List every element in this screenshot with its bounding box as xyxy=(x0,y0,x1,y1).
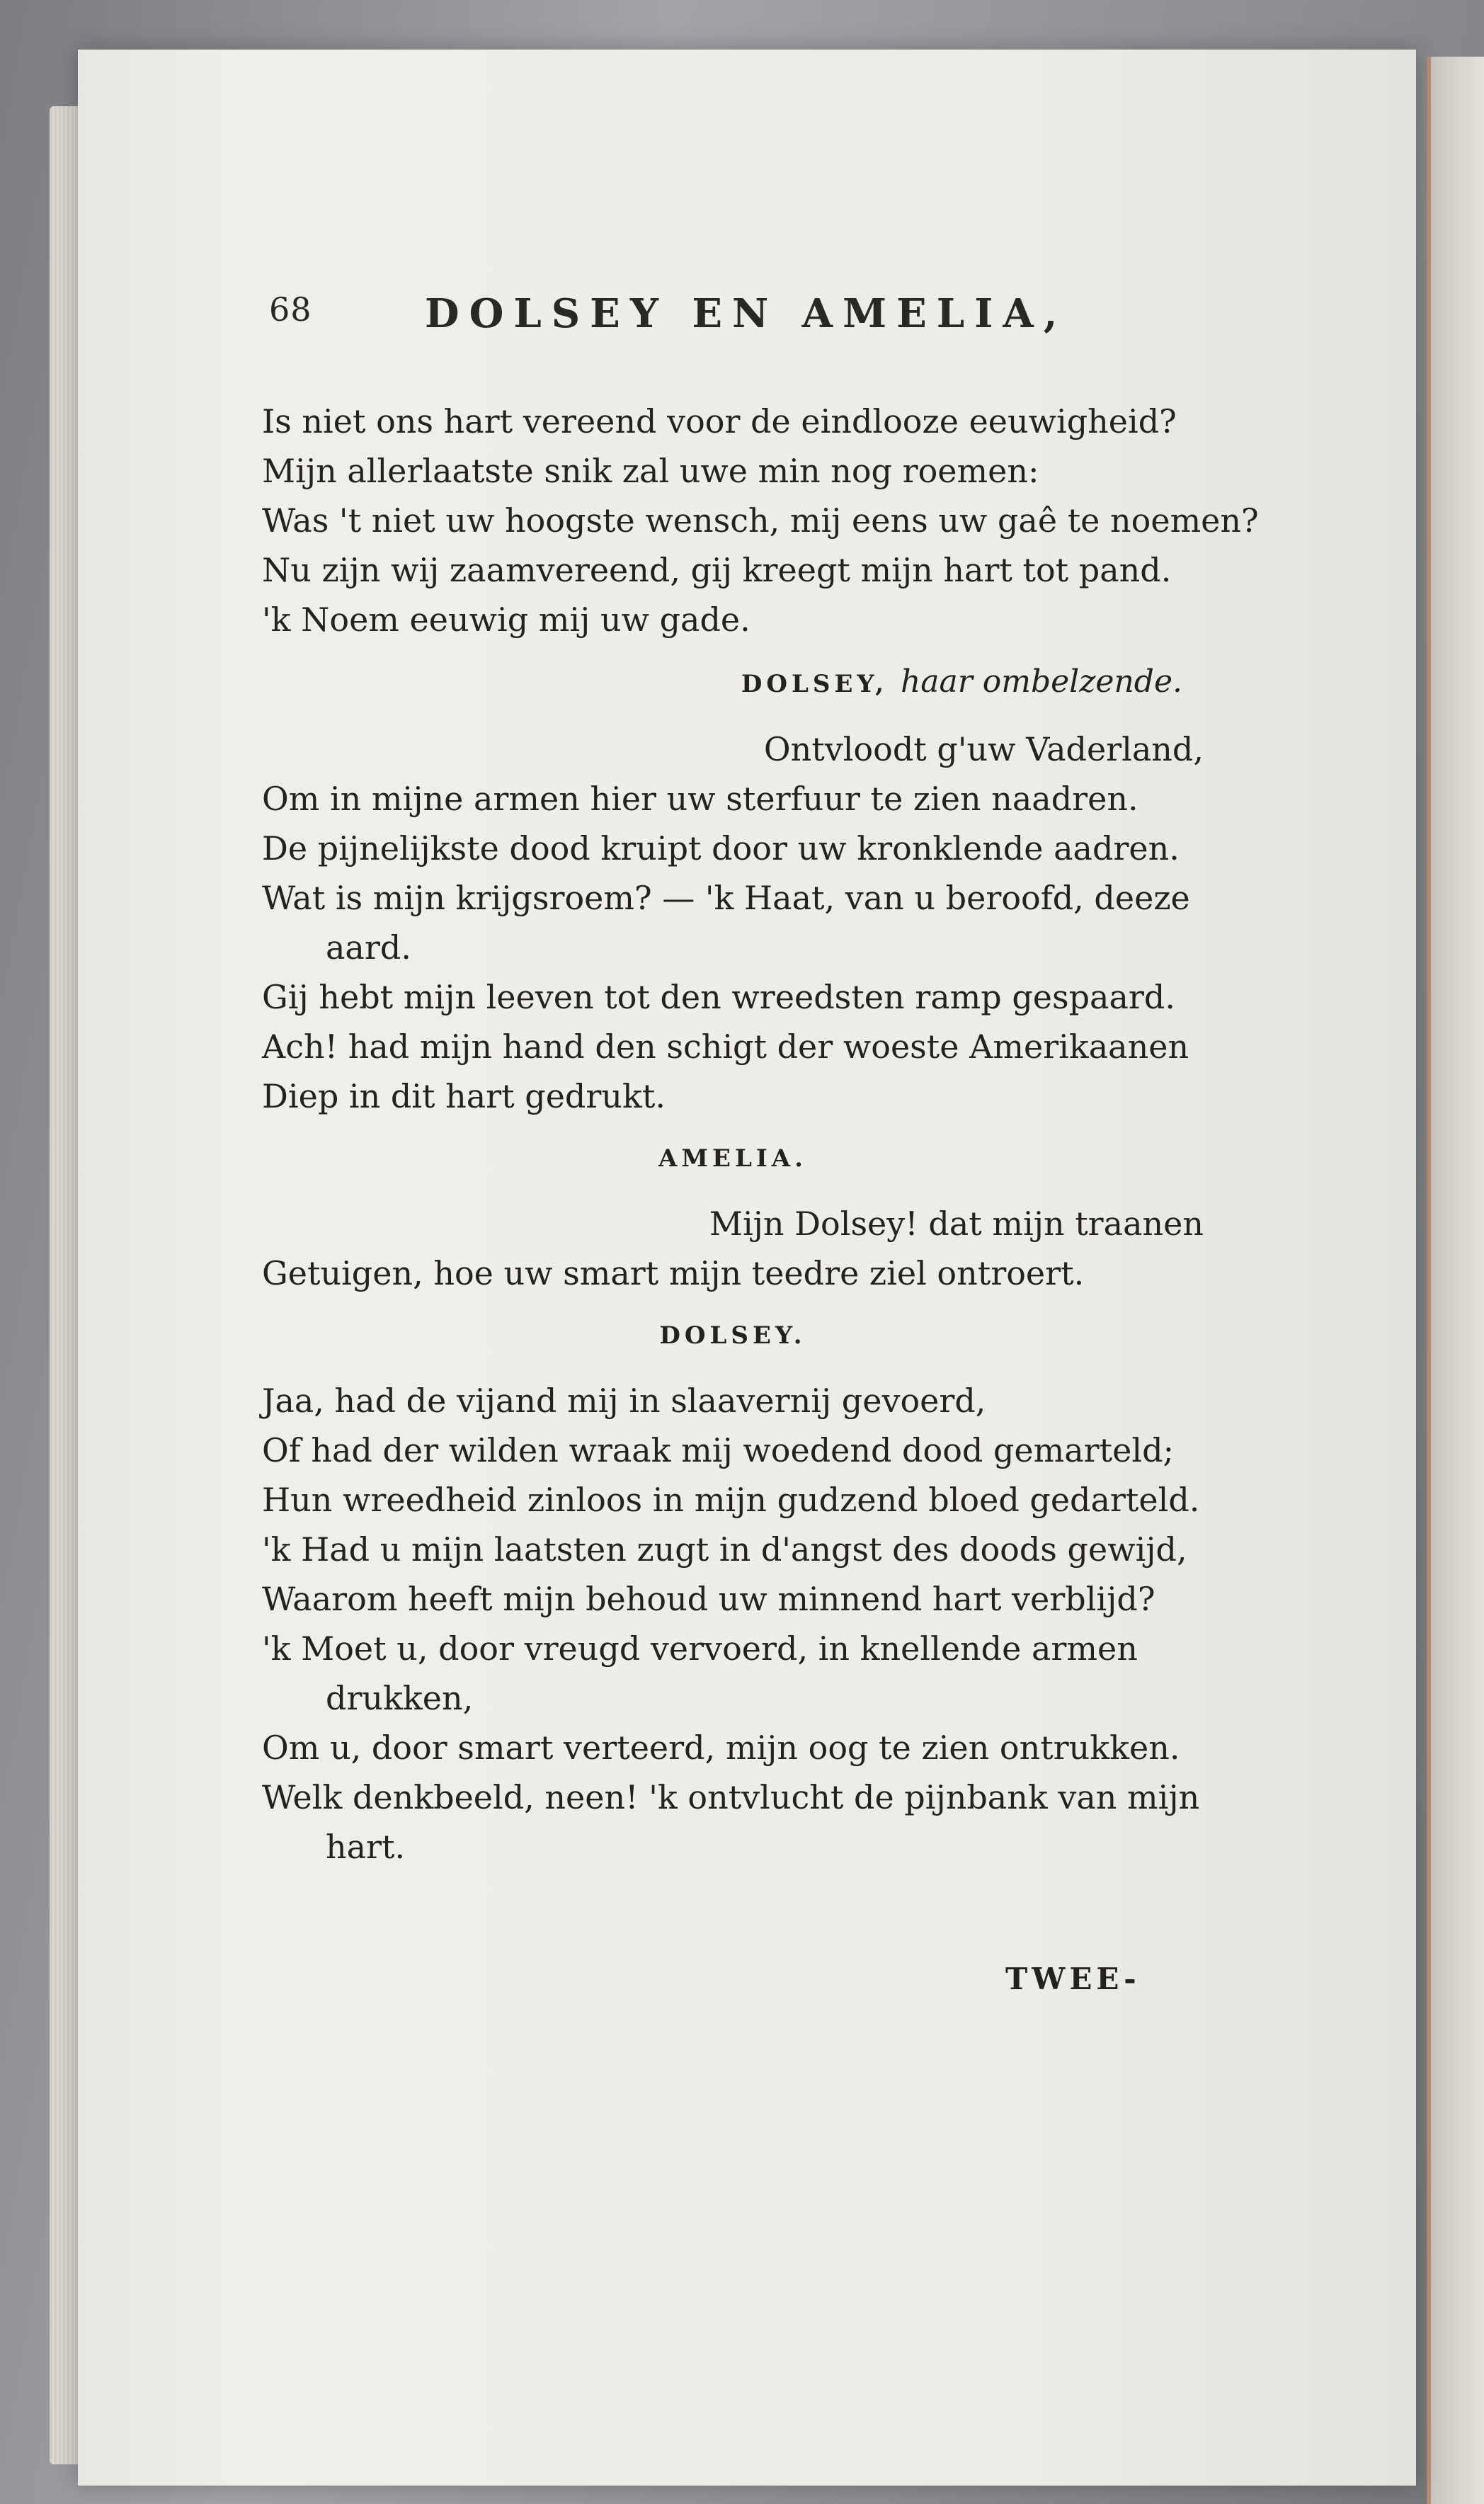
verse-line: Was 't niet uw hoogste wensch, mij eens uw gaê te noemen? xyxy=(262,501,1259,540)
speaker-heading xyxy=(262,1134,1204,1183)
verse-line-continuation: hart. xyxy=(326,1828,406,1866)
verse-line: Waarom heeft mijn behoud uw minnend hart verblijd? xyxy=(262,1580,1155,1618)
speaker-heading xyxy=(262,1311,1204,1360)
verse-block-4 xyxy=(262,1376,1204,1872)
verse-line: Getuigen, hoe uw smart mijn teedre ziel ontroert. xyxy=(262,1254,1085,1292)
speaker-heading xyxy=(262,657,1204,709)
adjacent-page xyxy=(1427,57,1484,2504)
speaker-name: AMELIA. xyxy=(658,1144,807,1173)
verse-line-continuation: drukken, xyxy=(326,1679,474,1717)
verse-line: Ach! had mijn hand den schigt der woeste Amerikaanen xyxy=(262,1028,1189,1066)
verse-line: Wat is mijn krijgsroem? — 'k Haat, van u beroofd, deeze xyxy=(262,879,1190,917)
verse-block-1 xyxy=(262,397,1259,644)
verse-line: Welk denkbeeld, neen! 'k ontvlucht de pijnbank van mijn xyxy=(262,1778,1200,1816)
running-title: DOLSEY EN AMELIA, xyxy=(425,290,1068,337)
verse-line-continuation: aard. xyxy=(326,928,411,967)
catchword: TWEE- xyxy=(1005,1962,1141,1996)
speaker-name: DOLSEY. xyxy=(659,1321,806,1350)
verse-line: Is niet ons hart vereend voor de eindlooze eeuwigheid? xyxy=(262,402,1177,440)
verse-line: Om u, door smart verteerd, mijn oog te zien ontrukken. xyxy=(262,1729,1180,1767)
verse-line: Mijn allerlaatste snik zal uwe min nog roemen: xyxy=(262,452,1039,490)
verse-line: 'k Had u mijn laatsten zugt in d'angst des doods gewijd, xyxy=(262,1530,1187,1569)
verse-line: Jaa, had de vijand mij in slaavernij gevoerd, xyxy=(262,1382,986,1420)
verse-line: Ontvloodt g'uw Vaderland, xyxy=(763,730,1204,768)
speaker-name: DOLSEY, xyxy=(741,670,889,698)
verse-line: Om in mijne armen hier uw sterfuur te zien naadren. xyxy=(262,780,1138,818)
verse-line: Of had der wilden wraak mij woedend dood gemarteld; xyxy=(262,1431,1175,1469)
verse-line: Hun wreedheid zinloos in mijn gudzend bloed gedarteld. xyxy=(262,1481,1200,1519)
verse-line: 'k Moet u, door vreugd vervoerd, in knellende armen xyxy=(262,1629,1138,1668)
verse-line: Nu zijn wij zaamvereend, gij kreegt mijn hart tot pand. xyxy=(262,551,1172,589)
page-header xyxy=(269,290,1189,354)
verse-block-3 xyxy=(262,1199,1204,1298)
verse-line: Mijn Dolsey! dat mijn traanen xyxy=(709,1205,1204,1243)
page-number: 68 xyxy=(269,290,312,329)
verse-line: 'k Noem eeuwig mij uw gade. xyxy=(262,601,750,639)
verse-line: Gij hebt mijn leeven tot den wreedsten ramp gespaard. xyxy=(262,978,1175,1016)
verse-line: Diep in dit hart gedrukt. xyxy=(262,1077,666,1115)
page-text xyxy=(262,397,1259,1872)
stage-direction: haar ombelzende. xyxy=(900,664,1182,700)
verse-block-2 xyxy=(262,724,1204,1121)
verse-line: De pijnelijkste dood kruipt door uw kronklende aadren. xyxy=(262,829,1180,867)
